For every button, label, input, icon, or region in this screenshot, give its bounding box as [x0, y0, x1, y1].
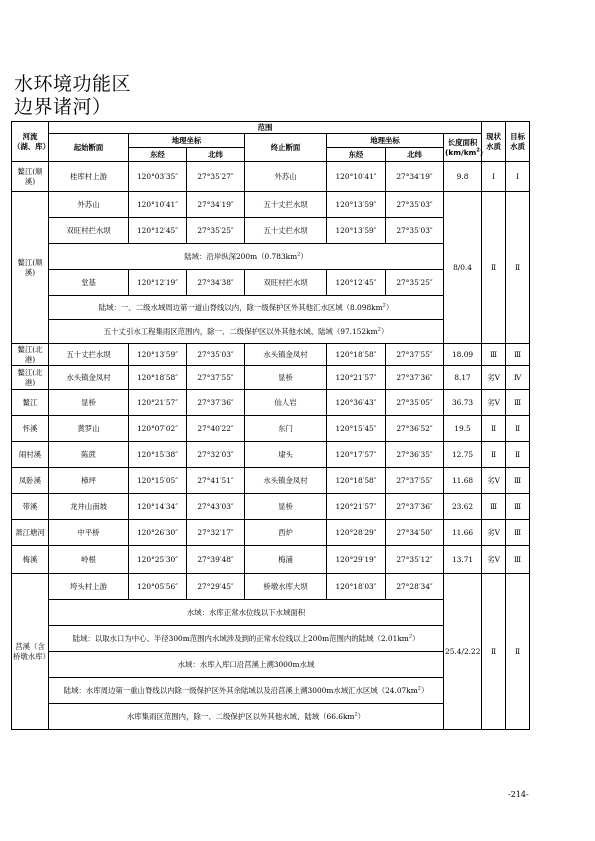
- start-section: 显桥: [49, 390, 129, 416]
- start-section: 桂库村上游: [49, 162, 129, 192]
- river-name: 怀溪: [12, 416, 49, 442]
- current-quality: Ⅱ: [482, 574, 506, 730]
- end-lat: 27°35′05″: [386, 390, 444, 416]
- target-quality: Ⅲ: [506, 494, 530, 520]
- header-lat-end: 北纬: [386, 148, 444, 162]
- header-current-quality: 现状水质: [482, 122, 506, 162]
- start-lat: 27°41′51″: [187, 468, 245, 494]
- header-range: 范围: [49, 122, 482, 134]
- table-row: [12, 468, 530, 494]
- table-row: [12, 162, 530, 192]
- header-geo-start: 地理坐标: [129, 134, 245, 148]
- river-name: 莒溪（含桥墩水库）: [12, 574, 49, 730]
- table-row: [12, 520, 530, 546]
- current-quality: Ⅲ: [482, 494, 506, 520]
- start-lat: 27°37′55″: [187, 366, 245, 390]
- river-name: 鳌江(北港): [12, 366, 49, 390]
- river-name: 萧江塘河: [12, 520, 49, 546]
- river-name: 闹村溪: [12, 442, 49, 468]
- start-lon: 120°18′58″: [129, 366, 187, 390]
- length: 36.73: [444, 390, 482, 416]
- header-lat-start: 北纬: [187, 148, 245, 162]
- start-lon: 120°21′57″: [129, 390, 187, 416]
- header-start: 起始断面: [49, 134, 129, 162]
- current-quality: 劣Ⅴ: [482, 546, 506, 574]
- end-section: 梅浦: [245, 546, 327, 574]
- header-row-1: [12, 122, 530, 134]
- length: 18.09: [444, 344, 482, 366]
- river-name: 带溪: [12, 494, 49, 520]
- start-lat: 27°34′19″: [187, 192, 245, 218]
- length: 8.17: [444, 366, 482, 390]
- end-section: 五十丈拦水坝: [245, 218, 327, 244]
- end-lon: 120°28′29″: [327, 520, 386, 546]
- table-row: [12, 494, 530, 520]
- water-function-zone-table: [11, 121, 530, 730]
- end-lat: 27°35′12″: [386, 546, 444, 574]
- water-area-note: 水域：水库正常水位线以下水域面积: [49, 600, 444, 626]
- current-quality: 劣Ⅴ: [482, 520, 506, 546]
- page-title: [14, 73, 131, 119]
- target-quality: Ⅰ: [506, 162, 530, 192]
- length: 13.71: [444, 546, 482, 574]
- end-lat: 27°37′55″: [386, 344, 444, 366]
- table-row: [12, 344, 530, 366]
- header-row-2: [12, 134, 530, 148]
- current-quality: Ⅰ: [482, 162, 506, 192]
- length: 11.66: [444, 520, 482, 546]
- length: 9.8: [444, 162, 482, 192]
- target-quality: Ⅱ: [506, 416, 530, 442]
- end-lon: 120°36′43″: [327, 390, 386, 416]
- start-lon: 120°15′38″: [129, 442, 187, 468]
- start-lat: 27°34′38″: [187, 270, 245, 296]
- header-geo-end: 地理坐标: [327, 134, 444, 148]
- current-quality: Ⅱ: [482, 192, 506, 344]
- current-quality: 劣Ⅴ: [482, 468, 506, 494]
- current-quality: 劣Ⅴ: [482, 390, 506, 416]
- start-section: 外苏山: [49, 192, 129, 218]
- end-lon: 120°18′03″: [327, 574, 386, 600]
- target-quality: Ⅱ: [506, 574, 530, 730]
- start-lon: 120°05′56″: [129, 574, 187, 600]
- start-lat: 27°43′03″: [187, 494, 245, 520]
- start-section: 水头镇金凤村: [49, 366, 129, 390]
- table-row: [12, 416, 530, 442]
- start-lon: 120°13′59″: [129, 344, 187, 366]
- header-lon-end: 东经: [327, 148, 386, 162]
- river-name: 鳌江(北港): [12, 344, 49, 366]
- start-section: 岭根: [49, 546, 129, 574]
- end-lat: 27°34′50″: [386, 520, 444, 546]
- header-lon-start: 东经: [129, 148, 187, 162]
- end-section: 水头镇金凤村: [245, 468, 327, 494]
- start-section: 垮头村上游: [49, 574, 129, 600]
- land-area-note: [49, 296, 444, 320]
- end-lon: 120°17′57″: [327, 442, 386, 468]
- start-lon: 120°03′35″: [129, 162, 187, 192]
- river-name: 梅溪: [12, 546, 49, 574]
- end-section: 显桥: [245, 494, 327, 520]
- end-section: 外苏山: [245, 162, 327, 192]
- end-section: 显桥: [245, 366, 327, 390]
- end-lat: 27°37′36″: [386, 366, 444, 390]
- catchment-text: 水库集雨区范围内，除一、二级保护区以外其他水域、陆域$(66.6km^2)$: [126, 711, 366, 721]
- table-row: [12, 574, 530, 600]
- table-row: [12, 442, 530, 468]
- table-row: [12, 366, 530, 390]
- start-lon: 120°07′02″: [129, 416, 187, 442]
- start-lon: 120°12′45″: [129, 218, 187, 244]
- header-length-unit: $(km/km^2)$: [445, 147, 484, 157]
- end-lat: 27°28′34″: [386, 574, 444, 600]
- end-lat: 27°37′55″: [386, 468, 444, 494]
- land-area-text: 陆域：一、二级水域周边第一道山脊线以内，除一级保护区外其他汇水区域$(8.098km^2)$: [98, 302, 394, 312]
- end-lon: 120°12′45″: [327, 270, 386, 296]
- end-lon: 120°18′58″: [327, 468, 386, 494]
- end-lon: 120°15′45″: [327, 416, 386, 442]
- start-section: 五十丈拦水坝: [49, 344, 129, 366]
- table-row: [12, 192, 530, 218]
- start-section: 双旺村拦水坝: [49, 218, 129, 244]
- end-section: 仙人岩: [245, 390, 327, 416]
- end-lon: 120°10′41″: [327, 162, 386, 192]
- target-quality: Ⅱ: [506, 442, 530, 468]
- end-lon: 120°13′59″: [327, 192, 386, 218]
- end-lat: 27°36′35″: [386, 442, 444, 468]
- end-section: 东门: [245, 416, 327, 442]
- start-lat: 27°35′03″: [187, 344, 245, 366]
- river-name: 鳌江(顺溪): [12, 162, 49, 192]
- start-lat: 27°35′27″: [187, 162, 245, 192]
- start-lat: 27°37′36″: [187, 390, 245, 416]
- end-section: 双旺村拦水坝: [245, 270, 327, 296]
- land-area-note: [49, 626, 444, 652]
- river-name: 凤卧溪: [12, 468, 49, 494]
- target-quality: Ⅱ: [506, 192, 530, 344]
- length: 12.75: [444, 442, 482, 468]
- start-lat: 27°39′48″: [187, 546, 245, 574]
- start-lat: 27°32′17″: [187, 520, 245, 546]
- start-section: 樟坪: [49, 468, 129, 494]
- river-name: 鳌江: [12, 390, 49, 416]
- target-quality: Ⅲ: [506, 546, 530, 574]
- end-lon: 120°21′57″: [327, 366, 386, 390]
- start-lon: 120°15′05″: [129, 468, 187, 494]
- length: 23.62: [444, 494, 482, 520]
- land-area-text: 陆域：以取水口为中心、半径300m范围内水域涉及到的正常水位线以上200m范围内的陆域$(2.01km^2)$: [72, 633, 420, 643]
- land-area-text: 陆域：沿岸纵深$200m(0.783km^2)$: [184, 251, 308, 261]
- land-area-note: [49, 678, 444, 704]
- end-section: 水头镇金凤村: [245, 344, 327, 366]
- land-area-text: 陆域：水库周边第一重山脊线以内除一级保护区外其余陆域以及沿莒溪上溯3000m水域汇水区域$(24.07km^2)$: [63, 685, 429, 695]
- end-lat: 27°37′36″: [386, 494, 444, 520]
- table-row: [12, 546, 530, 574]
- end-section: 五十丈拦水坝: [245, 192, 327, 218]
- length: 19.5: [444, 416, 482, 442]
- header-end: 终止断面: [245, 134, 327, 162]
- end-section: 桥墩水库大坝: [245, 574, 327, 600]
- end-lon: 120°18′58″: [327, 344, 386, 366]
- end-lat: 27°35′25″: [386, 270, 444, 296]
- start-lon: 120°25′30″: [129, 546, 187, 574]
- start-lon: 120°12′19″: [129, 270, 187, 296]
- end-lat: 27°35′03″: [386, 192, 444, 218]
- length: 8/0.4: [444, 192, 482, 344]
- water-area-note: 水域：水库入库口沿莒溪上溯3000m水域: [49, 652, 444, 678]
- start-lon: 120°26′30″: [129, 520, 187, 546]
- catchment-text: 五十丈引水工程集雨区范围内，除一、二级保护区以外其他水域、陆域$(97.152km^2)$: [103, 326, 389, 336]
- start-lon: 120°10′41″: [129, 192, 187, 218]
- end-lon: 120°21′57″: [327, 494, 386, 520]
- page-number: -214-: [508, 790, 529, 799]
- target-quality: Ⅲ: [506, 468, 530, 494]
- target-quality: Ⅲ: [506, 344, 530, 366]
- title-line-1: 水环境功能区: [14, 73, 132, 95]
- end-lat: 27°34′19″: [386, 162, 444, 192]
- end-section: 西炉: [245, 520, 327, 546]
- table-row: [12, 390, 530, 416]
- header-length-label: 长度面积: [447, 137, 478, 147]
- start-section: 陈蔗: [49, 442, 129, 468]
- end-lon: 120°29′19″: [327, 546, 386, 574]
- end-lon: 120°13′59″: [327, 218, 386, 244]
- land-area-note: [49, 244, 444, 270]
- river-name: 鳌江(顺溪): [12, 192, 49, 344]
- start-lat: 27°35′25″: [187, 218, 245, 244]
- start-section: 黄罗山: [49, 416, 129, 442]
- end-lat: 27°36′52″: [386, 416, 444, 442]
- end-section: 埭头: [245, 442, 327, 468]
- start-section: 中平桥: [49, 520, 129, 546]
- target-quality: Ⅲ: [506, 520, 530, 546]
- header-river: 河流（湖、库）: [12, 122, 49, 162]
- start-section: 堂基: [49, 270, 129, 296]
- header-length: [444, 134, 482, 162]
- length: 11.68: [444, 468, 482, 494]
- start-lat: 27°32′03″: [187, 442, 245, 468]
- end-lat: 27°35′03″: [386, 218, 444, 244]
- current-quality: Ⅱ: [482, 416, 506, 442]
- current-quality: 劣Ⅴ: [482, 366, 506, 390]
- catchment-note: [49, 320, 444, 344]
- catchment-note: [49, 704, 444, 730]
- start-section: 龙井山南坡: [49, 494, 129, 520]
- start-lon: 120°14′34″: [129, 494, 187, 520]
- start-lat: 27°29′45″: [187, 574, 245, 600]
- title-line-2: 边界诸河）: [14, 96, 112, 118]
- target-quality: Ⅲ: [506, 390, 530, 416]
- current-quality: Ⅱ: [482, 442, 506, 468]
- start-lat: 27°40′22″: [187, 416, 245, 442]
- header-target-quality: 目标水质: [506, 122, 530, 162]
- length: 25.4/2.22: [444, 574, 482, 730]
- target-quality: Ⅳ: [506, 366, 530, 390]
- current-quality: Ⅲ: [482, 344, 506, 366]
